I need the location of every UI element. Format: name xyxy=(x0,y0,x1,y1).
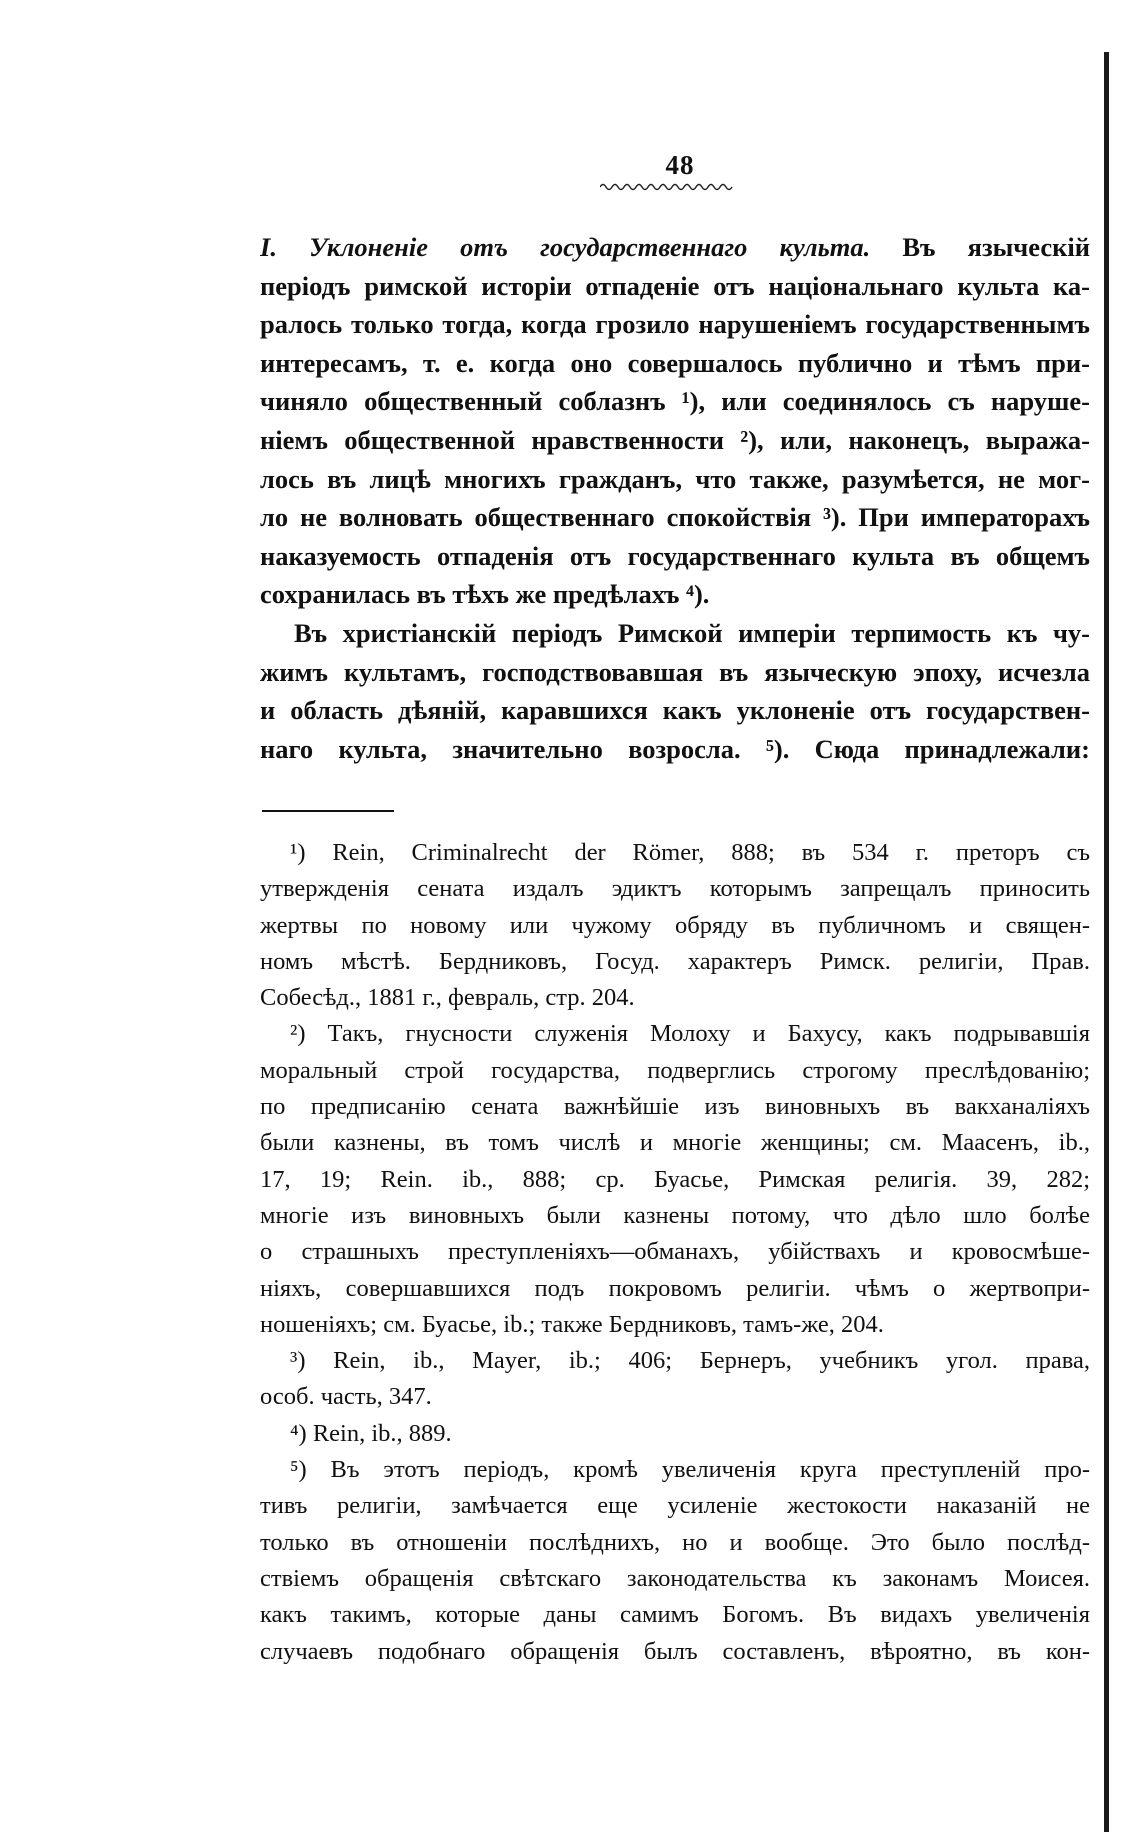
page-edge-bar xyxy=(1104,52,1109,1832)
footnote-line: Собесѣд., 1881 г., февраль, стр. 204. xyxy=(260,984,635,1012)
footnote-line: были казнены, въ томъ числѣ и многіе женщины; см. Маасенъ, ib., xyxy=(260,1129,1090,1157)
section-title: I. Уклоненіе отъ государственнаго культа. xyxy=(260,232,871,262)
footnote-line: по предписанію сената важнѣйшіе изъ виновныхъ въ вакханаліяхъ xyxy=(260,1093,1090,1121)
paragraph-line: ніемъ общественной нравственности ²), или, наконецъ, выража- xyxy=(260,424,1090,455)
footnote-line: особ. часть, 347. xyxy=(260,1383,432,1411)
paragraph-line xyxy=(260,228,1090,267)
footnote-line: ношеніяхъ; см. Буасье, ib.; также Бердниковъ, тамъ-же, 204. xyxy=(260,1310,884,1338)
footnote-line: многіе изъ виновныхъ были казнены потому, что дѣло шло болѣе xyxy=(260,1201,1090,1229)
footnote-line: о страшныхъ преступленіяхъ—обманахъ, убійствахъ и кровосмѣше- xyxy=(260,1238,1090,1266)
paragraph-line: жимъ культамъ, господствовавшая въ языческую эпоху, исчезла xyxy=(260,656,1090,687)
footnote-separator xyxy=(262,810,394,812)
footnote-line: ²) Такъ, гнусности служенія Молоху и Бахусу, какъ подрывавшія xyxy=(290,1020,1090,1048)
paragraph-line: наказуемость отпаденія отъ государственнаго культа въ общемъ xyxy=(260,540,1090,571)
footnote-line: какъ такимъ, которые даны самимъ Богомъ. Въ видахъ увеличенія xyxy=(260,1601,1090,1629)
paragraph-line: сохранилась въ тѣхъ же предѣлахъ ⁴). xyxy=(260,579,710,610)
paragraph-line: интересамъ, т. е. когда оно совершалось публично и тѣмъ при- xyxy=(260,347,1090,378)
footnote-line: ⁵) Въ этотъ періодъ, кромѣ увеличенія круга преступленій про- xyxy=(290,1456,1090,1484)
footnote-line: номъ мѣстѣ. Бердниковъ, Госуд. характеръ Римск. религіи, Прав. xyxy=(260,947,1090,975)
main-text xyxy=(260,228,1090,768)
paragraph-line: лось въ лицѣ многихъ гражданъ, что также, разумѣется, не мог- xyxy=(260,463,1090,494)
paragraph-line: наго культа, значительно возросла. ⁵). Сюда принадлежали: xyxy=(260,733,1090,764)
paragraph-line: ло не волновать общественнаго спокойствія ³). При императорахъ xyxy=(260,502,1090,533)
footnote-line: ніяхъ, совершавшихся подъ покровомъ религіи. чѣмъ о жертвопри- xyxy=(260,1274,1090,1302)
paragraph-line: періодъ римской исторіи отпаденіе отъ національнаго культа ка- xyxy=(260,270,1090,301)
paragraph-line: Въ христіанскій періодъ Римской имперіи терпимость къ чу- xyxy=(294,617,1090,648)
paragraph-line: и область дѣяній, каравшихся какъ уклоненіе отъ государствен- xyxy=(260,695,1090,726)
footnote-line: 17, 19; Rein. ib., 888; ср. Буасье, Римская религія. 39, 282; xyxy=(260,1165,1090,1193)
footnote-line: ⁴) Rein, ib., 889. xyxy=(290,1419,452,1447)
footnote-line: случаевъ подобнаго обращенія былъ составленъ, вѣроятно, въ кон- xyxy=(260,1637,1090,1665)
page-number-ornament xyxy=(600,182,736,192)
footnotes xyxy=(260,835,1090,1670)
footnote-line: моральный строй государства, подверглись строгому преслѣдованію; xyxy=(260,1056,1090,1084)
footnote-line: ¹) Rein, Criminalrecht der Römer, 888; въ 534 г. преторъ съ xyxy=(290,839,1090,866)
footnote-line: жертвы по новому или чужому обряду въ публичномъ и священ- xyxy=(260,911,1090,939)
page-number: 48 xyxy=(665,150,695,180)
footnote-line: ³) Rein, ib., Mayer, ib.; 406; Бернеръ, учебникъ угол. права, xyxy=(290,1347,1090,1375)
paragraph-line: чиняло общественный соблазнъ ¹), или соединялось съ наруше- xyxy=(260,386,1090,417)
footnote-line: только въ отношеніи послѣднихъ, но и вообще. Это было послѣд- xyxy=(260,1528,1090,1556)
footnote-line: тивъ религіи, замѣчается еще усиленіе жестокости наказаній не xyxy=(260,1492,1090,1520)
paragraph-line: ралось только тогда, когда грозило нарушеніемъ государственнымъ xyxy=(260,309,1090,340)
paragraph-line-text: Въ языческій xyxy=(902,232,1090,262)
footnote-line: утвержденія сената издалъ эдиктъ которымъ запрещалъ приносить xyxy=(260,875,1090,903)
footnote-line: ствіемъ обращенія свѣтскаго законодательства къ законамъ Моисея. xyxy=(260,1564,1090,1592)
